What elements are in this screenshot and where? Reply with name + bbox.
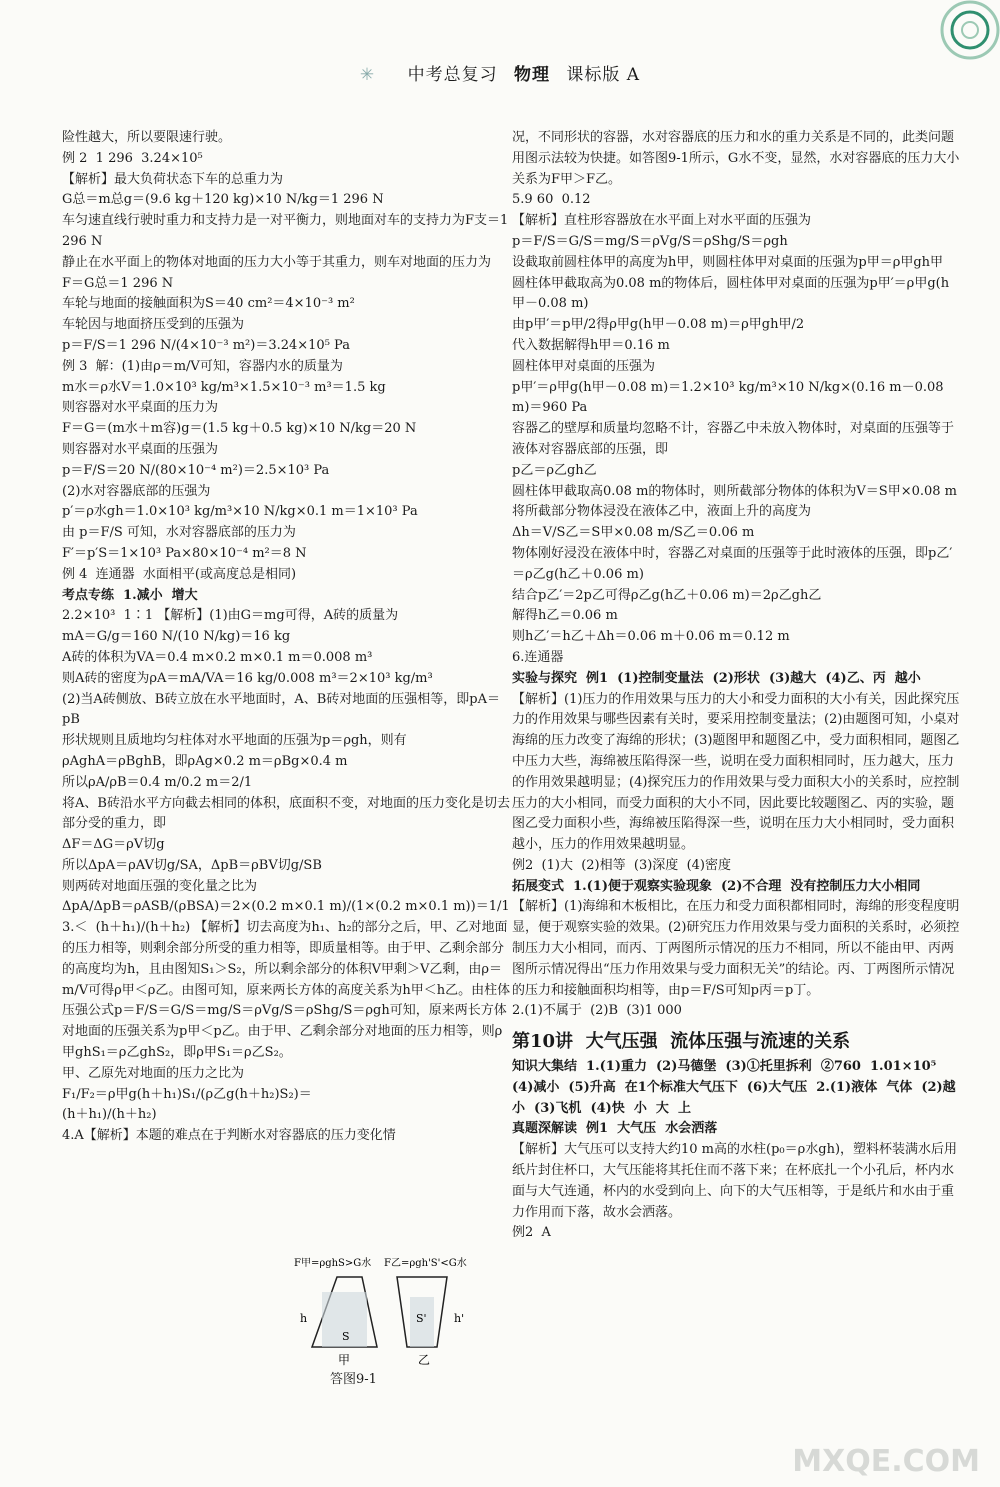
right-line: 圆柱体甲截取高0.08 m的物体时，则所截部分物体的体积为V＝S甲×0.08 m bbox=[512, 483, 957, 499]
figure-label-left: 甲 bbox=[338, 1353, 351, 1367]
right-line: 解得h乙＝0.06 m bbox=[512, 608, 618, 624]
left-line: F＝G总＝1 296 N bbox=[62, 275, 174, 291]
left-column bbox=[62, 128, 512, 1147]
right-line: p甲′＝ρ甲g(h甲－0.08 m)＝1.2×10³ kg/m³×10 N/kg×(0.16 m－0.08 m)＝960 Pa bbox=[512, 379, 948, 416]
right-line: 【解析】大气压可以支持大约10 m高的水柱(p₀＝ρ水gh)，塑料杯装满水后用纸片封住杯口，大气压能将其托住而不落下来；在杯底扎一个小孔后，杯内水面与大气连通，杯内的水受到向上、向下的大气压相等，于是纸片和水由于重力作用而下落，故水会洒落。 bbox=[512, 1142, 958, 1220]
left-line: F＝G＝(m水＋m容)g＝(1.5 kg＋0.5 kg)×10 N/kg＝20 N bbox=[62, 421, 417, 437]
right-line: 拓展变式 1.(1)便于观察实验现象 (2)不合理 没有控制压力大小相同 bbox=[512, 878, 921, 894]
left-line: A砖的体积为VA＝0.4 m×0.2 m×0.1 m＝0.008 m³ bbox=[62, 649, 373, 665]
right-line: 第10讲 大气压强 流体压强与流速的关系 bbox=[512, 1031, 851, 1053]
left-line: F′＝p′S＝1×10³ Pa×80×10⁻⁴ m²＝8 N bbox=[62, 545, 307, 561]
figure-caption: 答图9-1 bbox=[330, 1372, 377, 1387]
right-line: 圆柱体甲截取高为0.08 m的物体后，圆柱体甲对桌面的压强为p甲′＝ρ甲g(h甲－0.08 m) bbox=[512, 275, 950, 312]
left-line: 车轮因与地面挤压受到的压强为 bbox=[62, 317, 245, 333]
figure-h-right: h' bbox=[454, 1312, 465, 1325]
header-star-icon: ✳ bbox=[359, 65, 376, 85]
left-line: F₁/F₂＝ρ甲g(h＋h₁)S₁/(ρ乙g(h＋h₂)S₂)＝ bbox=[62, 1086, 312, 1102]
figure-s-right: S' bbox=[416, 1312, 427, 1325]
left-line: 则容器对水平桌面的压强为 bbox=[62, 441, 219, 457]
right-line: 【解析】(1)压力的作用效果与压力的大小和受力面积的大小有关，因此探究压力的作用效果与哪些因素有关时，要采用控制变量法；(2)由题图可知，小桌对海绵的压力改变了海绵的形状；(3)题图甲和题图乙中，受力面积相同，题图乙中压力大些，海绵被压陷得深一些，说明在受力面积相同时，压力越大，压力的作用效果越明显；(4)探究压力的作用效果与受力面积大小的关系时，应控制压力的大小相同，而受力面积的大小不同，因此要比较题图乙、丙的实验，题图乙受力面积小些，海绵被压陷得深一些，说明在压力大小相同时，受力面积越小，压力的作用效果越明显。 bbox=[512, 691, 960, 853]
right-line: 况，不同形状的容器，水对容器底的压力和水的重力关系是不同的，此类问题用图示法较为快捷。如答图9-1所示，G水不变，显然，水对容器底的压力大小关系为F甲＞F乙。 bbox=[512, 130, 960, 187]
left-line: 车轮与地面的接触面积为S＝40 cm²＝4×10⁻³ m² bbox=[62, 296, 355, 312]
left-line: 静止在水平面上的物体对地面的压力大小等于其重力，则车对地面的压力为 bbox=[62, 254, 492, 270]
figure-h-left: h bbox=[300, 1312, 308, 1325]
left-line: 形状规则且质地均匀柱体对水平地面的压强为p＝ρgh，则有 bbox=[62, 733, 407, 749]
right-line: 实验与探究 例1 (1)控制变量法 (2)形状 (3)越大 (4)乙、丙 越小 bbox=[512, 670, 921, 686]
figure-formula-right: F乙=ρgh'S'<G水 bbox=[384, 1258, 467, 1269]
figure-label-right: 乙 bbox=[418, 1353, 431, 1367]
right-line: 由p甲′＝p甲/2得ρ甲g(h甲－0.08 m)＝ρ甲gh甲/2 bbox=[512, 317, 805, 333]
left-line: mA＝G/g＝160 N/(10 N/kg)＝16 kg bbox=[62, 629, 291, 645]
left-line: 例 2 1 296 3.24×10⁵ bbox=[62, 150, 203, 166]
right-line: 则h乙′＝h乙＋Δh＝0.06 m＋0.06 m＝0.12 m bbox=[512, 629, 790, 645]
right-line: 6.连通器 bbox=[512, 649, 564, 665]
right-line: 【解析】(1)海绵和木板相比，在压力和受力面积都相同时，海绵的形变程度明显，便于观察实验的效果。(2)研究压力作用效果与受力面积的关系时，必须控制压力大小相同，而丙、丁两图所示情况的压力不相同，所以不能由甲、丙两图所示情况得出“压力作用效果与受力面积无关”的结论。丙、丁两图所示情况的压力和接触面积均相等，由p＝F/S可知p丙＝p丁。 bbox=[512, 899, 960, 998]
left-line: 险性越大，所以要限速行驶。 bbox=[62, 130, 232, 145]
header-series: 中考总复习 bbox=[407, 65, 498, 85]
left-line: 则容器对水平桌面的压力为 bbox=[62, 400, 219, 416]
right-line: Δh＝V/S乙＝S甲×0.08 m/S乙＝0.06 m bbox=[512, 525, 755, 541]
figure-9-1 bbox=[292, 1252, 472, 1372]
left-line: 考点专练 1.减小 增大 bbox=[62, 587, 198, 603]
right-line: 物体刚好浸没在液体中时，容器乙对桌面的压强等于此时液体的压强，即p乙′＝ρ乙g(h乙＋0.06 m) bbox=[512, 545, 953, 582]
page-header bbox=[0, 60, 1000, 85]
right-line: 2.(1)不属于 (2)B (3)1 000 bbox=[512, 1003, 682, 1019]
right-line: 例2 (1)大 (2)相等 (3)深度 (4)密度 bbox=[512, 857, 731, 873]
right-line: 将所截部分物体浸没在液体乙中，液面上升的高度为 bbox=[512, 504, 812, 520]
right-line: 代入数据解得h甲＝0.16 m bbox=[512, 337, 670, 353]
figure-formula-left: F甲=ρghS>G水 bbox=[294, 1258, 372, 1269]
left-line: 3.＜ (h＋h₁)/(h＋h₂) 【解析】切去高度为h₁、h₂的部分之后，甲、乙对地面的压力相等，则剩余部分所受的重力相等，即质量相等。由于甲、乙剩余部分的高度均为h，且由图知S₁＞S₂，所以剩余部分的体积V甲剩＞V乙剩，由ρ＝m/V可得ρ甲＜ρ乙。由图可知，原来两长方体的高度关系为h甲＜h乙。由柱体压强公式p＝F/S＝G/S＝mg/S＝ρVg/S＝ρShg/S＝ρgh可知，原来两长方体对地面的压强关系为p甲＜p乙。由于甲、乙剩余部分对地面的压力相等，则ρ甲ghS₁＝ρ乙ghS₂，即ρ甲S₁＝ρ乙S₂。 bbox=[62, 920, 511, 1061]
right-line: p＝F/S＝G/S＝mg/S＝ρVg/S＝ρShg/S＝ρgh bbox=[512, 233, 788, 249]
right-line: 容器乙的壁厚和质量均忽略不计，容器乙中未放入物体时，对桌面的压强等于液体对容器底部的压强，即 bbox=[512, 421, 955, 457]
left-line: 例 3 解：(1)由ρ＝m/V可知，容器内水的质量为 bbox=[62, 358, 343, 374]
watermark: MXQE.COM bbox=[792, 1444, 980, 1479]
right-line: 圆柱体甲对桌面的压强为 bbox=[512, 358, 656, 374]
right-line: 知识大集结 1.(1)重力 (2)马德堡 (3)①托里拆利 ②760 1.01×10⁵ (4)减小 (5)升高 在1个标准大气压下 (6)大气压 2.(1)液体 气体 (2)越小 (3)飞机 (4)快 小 大 上 bbox=[512, 1059, 956, 1116]
left-line: p′＝ρ水gh＝1.0×10³ kg/m³×10 N/kg×0.1 m＝1×10³ Pa bbox=[62, 504, 418, 520]
left-line: p＝F/S＝20 N/(80×10⁻⁴ m²)＝2.5×10³ Pa bbox=[62, 462, 330, 478]
left-line: 4.A【解析】本题的难点在于判断水对容器底的压力变化情 bbox=[62, 1128, 396, 1144]
right-line: p乙＝ρ乙gh乙 bbox=[512, 462, 597, 478]
left-line: ΔpA/ΔpB＝ρASB/(ρBSA)＝2×(0.2 m×0.1 m)/(1×(0.2 m×0.1 m))＝1/1 bbox=[62, 899, 510, 915]
right-line: 结合p乙′＝2p乙可得ρ乙g(h乙＋0.06 m)＝2ρ乙gh乙 bbox=[512, 587, 822, 603]
left-line: 甲、乙原先对地面的压力之比为 bbox=[62, 1065, 245, 1081]
right-line: 设截取前圆柱体甲的高度为h甲，则圆柱体甲对桌面的压强为p甲＝ρ甲gh甲 bbox=[512, 254, 944, 270]
left-line: m水＝ρ水V＝1.0×10³ kg/m³×1.5×10⁻³ m³＝1.5 kg bbox=[62, 379, 386, 395]
left-line: 【解析】最大负荷状态下车的总重力为 bbox=[62, 171, 284, 187]
figure-s-left: S bbox=[342, 1330, 350, 1343]
left-line: 则A砖的密度为ρA＝mA/VA＝16 kg/0.008 m³＝2×10³ kg/m³ bbox=[62, 670, 433, 686]
left-line: 所以ΔpA＝ρAV切g/SA，ΔpB＝ρBV切g/SB bbox=[62, 857, 322, 873]
right-line: 【解析】直柱形容器放在水平面上对水平面的压强为 bbox=[512, 213, 812, 229]
left-line: (2)当A砖侧放、B砖立放在水平地面时，A、B砖对地面的压强相等，即pA＝pB bbox=[62, 691, 501, 728]
header-edition: 课标版 A bbox=[566, 65, 641, 85]
left-line: 2.2×10³ 1∶1 【解析】(1)由G＝mg可得，A砖的质量为 bbox=[62, 608, 399, 624]
left-line: 所以ρA/ρB＝0.4 m/0.2 m＝2/1 bbox=[62, 774, 253, 790]
right-column bbox=[512, 128, 962, 1244]
right-line: 5.9 60 0.12 bbox=[512, 192, 591, 208]
left-line: 例 4 连通器 水面相平(或高度总是相同) bbox=[62, 566, 297, 582]
left-line: 将A、B砖沿水平方向截去相同的体积，底面积不变，对地面的压力变化是切去部分受的重力，即 bbox=[62, 795, 510, 832]
left-line: 车匀速直线行驶时重力和支持力是一对平衡力，则地面对车的支持力为F支＝1 296 N bbox=[62, 213, 513, 249]
left-line: 则两砖对地面压强的变化量之比为 bbox=[62, 878, 258, 894]
left-line: (2)水对容器底部的压强为 bbox=[62, 483, 211, 499]
right-line: 真题深解读 例1 大气压 水会洒落 bbox=[512, 1121, 718, 1137]
right-line: 例2 A bbox=[512, 1225, 551, 1241]
left-line: ρAghA＝ρBghB，即ρAg×0.2 m＝ρBg×0.4 m bbox=[62, 753, 348, 769]
left-line: ΔF＝ΔG＝ρV切g bbox=[62, 837, 165, 853]
left-line: p＝F/S＝1 296 N/(4×10⁻³ m²)＝3.24×10⁵ Pa bbox=[62, 337, 350, 353]
header-subject: 物理 bbox=[513, 65, 550, 85]
left-line: 由 p＝F/S 可知，水对容器底部的压力为 bbox=[62, 525, 296, 541]
left-line: (h＋h₁)/(h＋h₂) bbox=[62, 1107, 157, 1123]
left-line: G总＝m总g＝(9.6 kg＋120 kg)×10 N/kg＝1 296 N bbox=[62, 192, 384, 208]
